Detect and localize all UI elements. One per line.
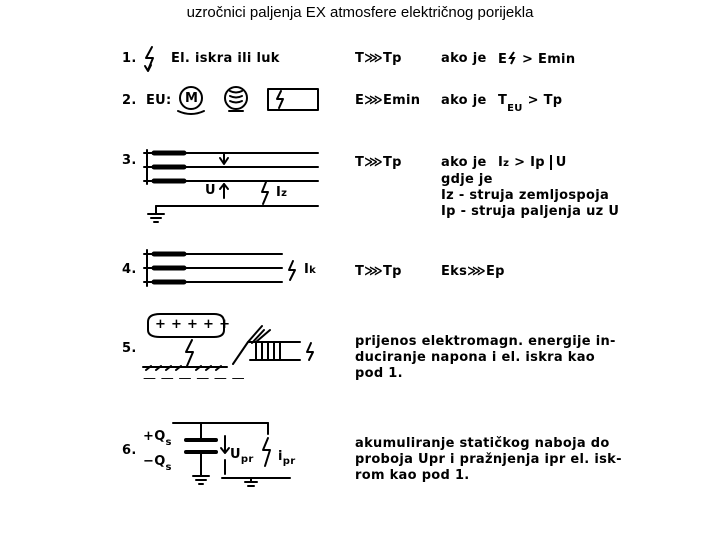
spark-icon — [289, 261, 295, 280]
voltage-subscript: pr — [240, 454, 254, 465]
formula-end: U — [550, 155, 567, 170]
formula-subscript: EU — [507, 103, 523, 114]
row-3-condition: T⋙Tp — [355, 155, 402, 170]
spark-icon — [262, 182, 268, 204]
row-6-description-line-3: rom kao pod 1. — [355, 468, 470, 483]
row-1-label: El. iskra ili luk — [171, 51, 280, 66]
voltage-symbol: U — [230, 447, 241, 462]
row-2-number: 2. — [122, 93, 137, 108]
row-1-formula — [498, 51, 575, 67]
struck-structure — [233, 342, 300, 364]
cloud-charges: + + + + + — [155, 317, 231, 332]
breakdown-voltage-label — [230, 447, 254, 465]
formula-symbol: I — [498, 155, 504, 170]
current-symbol: i — [278, 449, 283, 464]
row-5-number: 5. — [122, 341, 137, 356]
charge-subscript: s — [165, 462, 172, 473]
short-circuit-current-label — [304, 262, 316, 277]
row-5-description-line-3: pod 1. — [355, 366, 403, 381]
row-6-description-line-2: proboja Upr i pražnjenja ipr el. isk- — [355, 452, 622, 467]
row-2-formula — [498, 93, 563, 114]
row-6-number: 6. — [122, 443, 137, 458]
row-4-number: 4. — [122, 262, 137, 277]
negative-charge-label — [143, 454, 172, 473]
row-5-description-line-1: prijenos elektromagn. energije in- — [355, 334, 616, 349]
motor-symbol-letter: M — [185, 91, 199, 106]
row-3-note-1: gdje je — [441, 172, 493, 187]
current-symbol: I — [276, 185, 282, 200]
spark-icon — [507, 51, 517, 65]
charge-symbol: −Q — [143, 454, 166, 469]
current-subscript: k — [309, 265, 317, 276]
spark-icon — [277, 91, 283, 108]
row-1-number: 1. — [122, 51, 137, 66]
row-3-formula — [498, 155, 567, 170]
row-6-description-line-1: akumuliranje statičkog naboja do — [355, 436, 610, 451]
discharge-current-label — [278, 449, 296, 467]
row-3-number: 3. — [122, 153, 137, 168]
lightning-icon — [186, 340, 193, 366]
enclosure-box — [268, 89, 318, 110]
ground-charges: — — — — — — — [143, 371, 245, 386]
conductors-short-circuit — [144, 250, 295, 286]
formula-symbol: E — [498, 52, 508, 67]
formula-symbol: T — [498, 93, 508, 108]
charge-subscript: s — [165, 437, 172, 448]
three-phase-conductors — [144, 150, 318, 222]
row-2-label: EU: — [146, 93, 172, 108]
row-4-condition: T⋙Tp — [355, 264, 402, 279]
spark-icon — [307, 343, 313, 360]
row-1-if: ako je — [441, 51, 487, 66]
current-symbol: I — [304, 262, 310, 277]
formula-rest: > Tp — [527, 93, 563, 108]
row-3-note-2: Iz - struja zemljospoja — [441, 188, 610, 203]
formula-subscript: z — [503, 158, 510, 169]
charge-symbol: +Q — [143, 429, 166, 444]
formula-rest: > Emin — [522, 52, 576, 67]
row-3-if: ako je — [441, 155, 487, 170]
voltage-label: U — [205, 183, 216, 198]
row-3-note-3: Ip - struja paljenja uz U — [441, 204, 620, 219]
page-title: uzročnici paljenja EX atmosfere električnog porijekla — [186, 4, 534, 21]
current-subscript: pr — [282, 456, 296, 467]
row-5-description-line-2: duciranje napona i el. iskra kao — [355, 350, 595, 365]
row-2-condition: E⋙Emin — [355, 93, 421, 108]
row-2-if: ako je — [441, 93, 487, 108]
formula-rest: > Ip — [514, 155, 545, 170]
transformer-icon — [225, 87, 247, 111]
row-4-condition-second: Eks⋙Ep — [441, 264, 505, 279]
positive-charge-label — [143, 429, 172, 448]
fault-current-label — [276, 185, 287, 200]
spark-icon — [263, 438, 270, 466]
current-subscript: z — [281, 188, 288, 199]
row-1-condition: T⋙Tp — [355, 51, 402, 66]
